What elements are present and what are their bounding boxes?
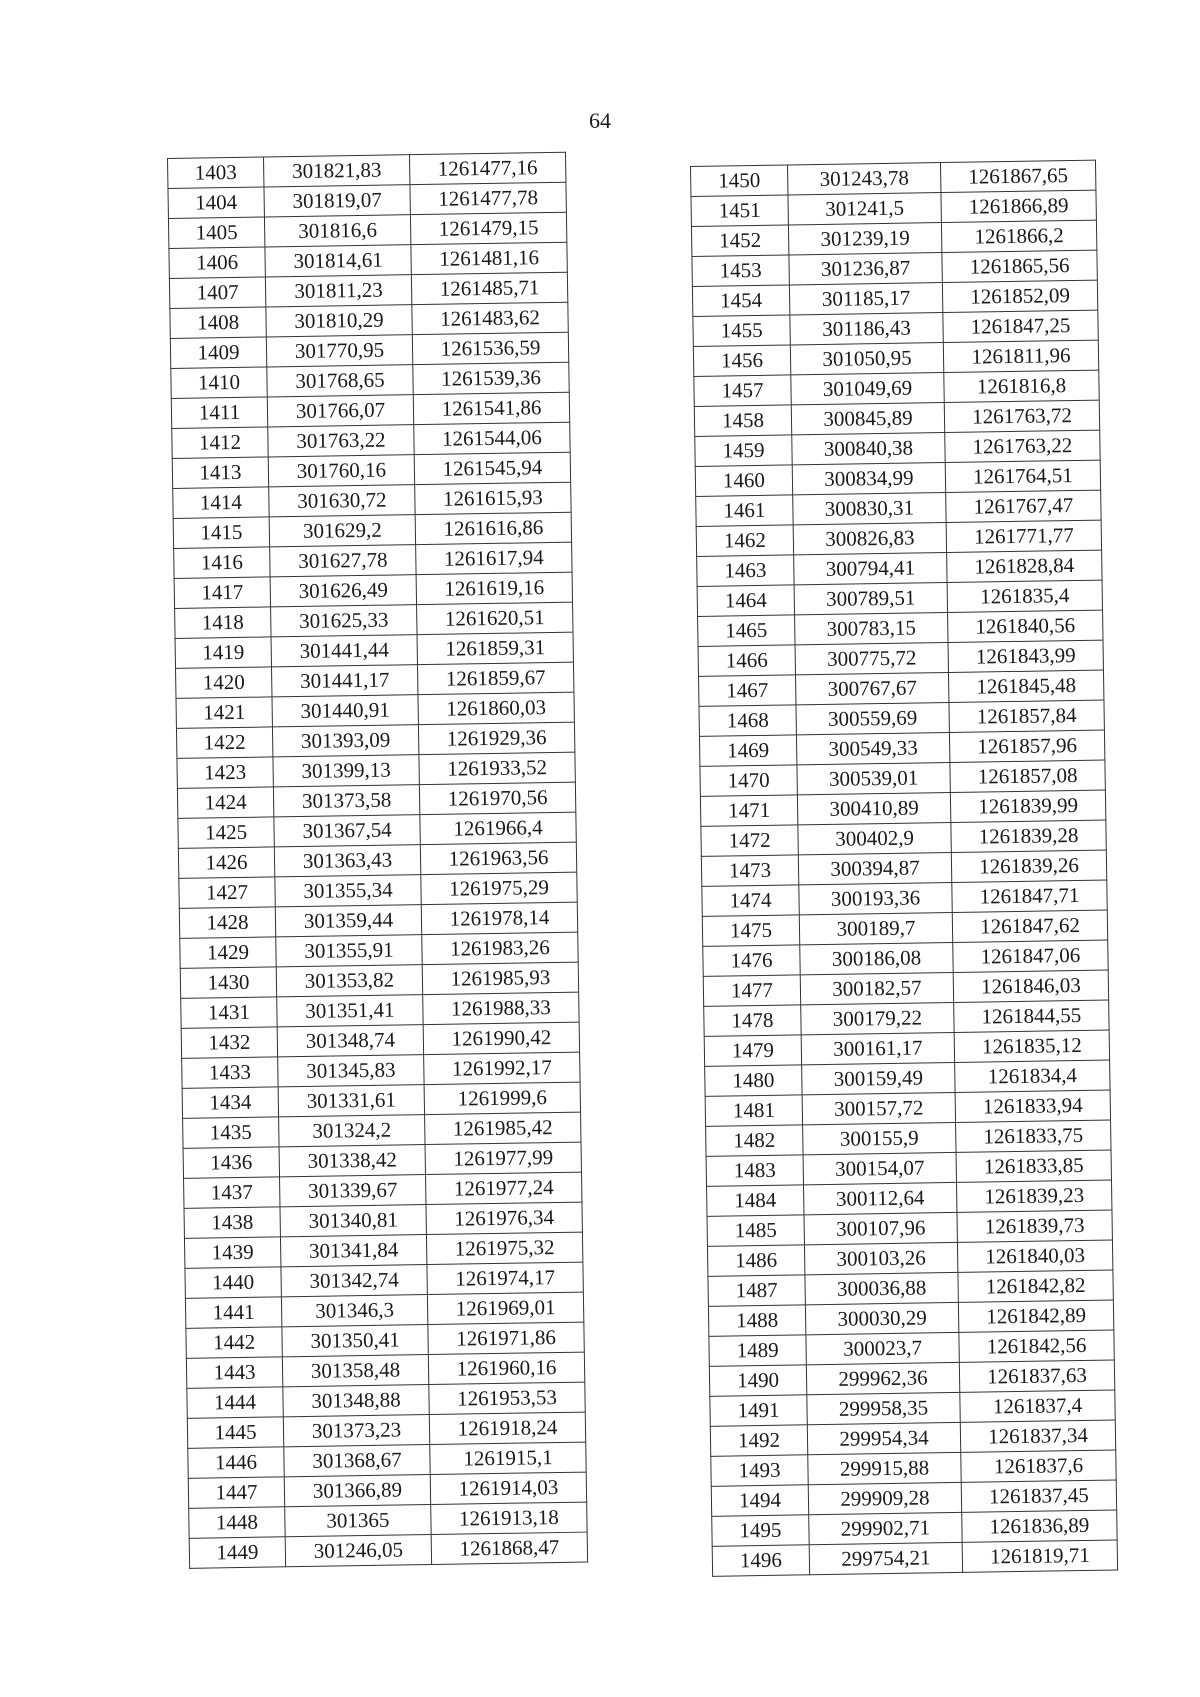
point-number-cell: 1439 — [184, 1237, 280, 1269]
point-number-cell: 1486 — [707, 1245, 804, 1277]
point-number-cell: 1430 — [180, 967, 276, 999]
point-number-cell: 1447 — [188, 1477, 284, 1509]
point-number-cell: 1478 — [704, 1005, 801, 1037]
y-coordinate-cell: 1261914,03 — [430, 1472, 586, 1504]
point-number-cell: 1433 — [182, 1057, 278, 1089]
point-number-cell: 1492 — [710, 1425, 807, 1457]
point-number-cell: 1417 — [174, 577, 270, 609]
y-coordinate-cell: 1261990,42 — [423, 1022, 579, 1054]
y-coordinate-cell: 1261866,2 — [941, 220, 1096, 252]
point-number-cell: 1458 — [694, 405, 791, 437]
point-number-cell: 1424 — [177, 787, 273, 819]
point-number-cell: 1495 — [712, 1515, 809, 1547]
y-coordinate-cell: 1261477,16 — [409, 152, 565, 184]
x-coordinate-cell: 300030,29 — [805, 1302, 958, 1334]
y-coordinate-cell: 1261992,17 — [424, 1052, 580, 1084]
point-number-cell: 1454 — [692, 285, 789, 317]
y-coordinate-cell: 1261969,01 — [427, 1292, 583, 1324]
y-coordinate-cell: 1261852,09 — [942, 280, 1097, 312]
point-number-cell: 1471 — [700, 795, 797, 827]
x-coordinate-cell: 300539,01 — [797, 762, 950, 794]
y-coordinate-cell: 1261837,63 — [959, 1360, 1114, 1392]
x-coordinate-cell: 301185,17 — [789, 283, 942, 315]
point-number-cell: 1438 — [184, 1207, 280, 1239]
table-row — [712, 1540, 1117, 1576]
y-coordinate-cell: 1261867,65 — [940, 160, 1095, 192]
x-coordinate-cell: 301368,67 — [284, 1445, 430, 1477]
point-number-cell: 1463 — [697, 555, 794, 587]
x-coordinate-cell: 300189,7 — [799, 912, 952, 944]
point-number-cell: 1460 — [695, 465, 792, 497]
y-coordinate-cell: 1261840,56 — [948, 610, 1103, 642]
x-coordinate-cell: 301243,78 — [787, 163, 940, 195]
y-coordinate-cell: 1261839,28 — [951, 820, 1106, 852]
y-coordinate-cell: 1261833,75 — [956, 1120, 1111, 1152]
point-number-cell: 1459 — [695, 435, 792, 467]
point-number-cell: 1480 — [705, 1065, 802, 1097]
y-coordinate-cell: 1261843,99 — [948, 640, 1103, 672]
point-number-cell: 1410 — [171, 367, 267, 399]
x-coordinate-cell: 301348,74 — [277, 1025, 423, 1057]
x-coordinate-cell: 301626,49 — [270, 575, 416, 607]
point-number-cell: 1461 — [696, 495, 793, 527]
point-number-cell: 1404 — [168, 187, 264, 219]
y-coordinate-cell: 1261857,84 — [949, 700, 1104, 732]
y-coordinate-cell: 1261844,55 — [954, 1000, 1109, 1032]
x-coordinate-cell: 301342,74 — [281, 1265, 427, 1297]
y-coordinate-cell: 1261617,94 — [416, 542, 572, 574]
y-coordinate-cell: 1261840,03 — [957, 1240, 1112, 1272]
x-coordinate-cell: 301355,34 — [275, 875, 421, 907]
point-number-cell: 1493 — [711, 1455, 808, 1487]
point-number-cell: 1423 — [177, 757, 273, 789]
y-coordinate-cell: 1261847,71 — [952, 880, 1107, 912]
x-coordinate-cell: 300794,41 — [794, 553, 947, 585]
point-number-cell: 1464 — [697, 585, 794, 617]
y-coordinate-cell: 1261479,15 — [410, 212, 566, 244]
point-number-cell: 1446 — [188, 1447, 284, 1479]
point-number-cell: 1407 — [169, 277, 265, 309]
coordinates-table-right — [690, 160, 1118, 1577]
x-coordinate-cell: 301358,48 — [282, 1355, 428, 1387]
page-number: 64 — [589, 108, 611, 133]
x-coordinate-cell: 301441,17 — [272, 665, 418, 697]
y-coordinate-cell: 1261963,56 — [420, 842, 576, 874]
y-coordinate-cell: 1261975,32 — [426, 1232, 582, 1264]
point-number-cell: 1485 — [707, 1215, 804, 1247]
point-number-cell: 1494 — [711, 1485, 808, 1517]
x-coordinate-cell: 301351,41 — [277, 995, 423, 1027]
point-number-cell: 1469 — [699, 735, 796, 767]
y-coordinate-cell: 1261483,62 — [412, 302, 568, 334]
point-number-cell: 1475 — [702, 915, 799, 947]
point-number-cell: 1479 — [704, 1035, 801, 1067]
x-coordinate-cell: 300559,69 — [796, 702, 949, 734]
y-coordinate-cell: 1261977,99 — [425, 1142, 581, 1174]
y-coordinate-cell: 1261842,89 — [958, 1300, 1113, 1332]
x-coordinate-cell: 301393,09 — [272, 725, 418, 757]
y-coordinate-cell: 1261915,1 — [430, 1442, 586, 1474]
x-coordinate-cell: 300549,33 — [796, 732, 949, 764]
point-number-cell: 1415 — [173, 517, 269, 549]
y-coordinate-cell: 1261857,96 — [949, 730, 1104, 762]
y-coordinate-cell: 1261536,59 — [412, 332, 568, 364]
point-number-cell: 1403 — [168, 157, 264, 189]
point-number-cell: 1418 — [175, 607, 271, 639]
point-number-cell: 1450 — [691, 165, 788, 197]
x-coordinate-cell: 301353,82 — [276, 965, 422, 997]
y-coordinate-cell: 1261816,8 — [944, 370, 1099, 402]
x-coordinate-cell: 301346,3 — [281, 1295, 427, 1327]
y-coordinate-cell: 1261763,22 — [945, 430, 1100, 462]
y-coordinate-cell: 1261819,71 — [962, 1540, 1117, 1572]
y-coordinate-cell: 1261977,24 — [425, 1172, 581, 1204]
y-coordinate-cell: 1261771,77 — [946, 520, 1101, 552]
y-coordinate-cell: 1261842,56 — [959, 1330, 1114, 1362]
point-number-cell: 1487 — [708, 1275, 805, 1307]
point-number-cell: 1409 — [170, 337, 266, 369]
point-number-cell: 1462 — [696, 525, 793, 557]
point-number-cell: 1466 — [698, 645, 795, 677]
x-coordinate-cell: 301399,13 — [273, 755, 419, 787]
y-coordinate-cell: 1261616,86 — [415, 512, 571, 544]
point-number-cell: 1456 — [693, 345, 790, 377]
x-coordinate-cell: 300023,7 — [806, 1332, 959, 1364]
x-coordinate-cell: 301236,87 — [789, 253, 942, 285]
x-coordinate-cell: 301239,19 — [788, 223, 941, 255]
x-coordinate-cell: 301324,2 — [279, 1115, 425, 1147]
x-coordinate-cell: 300155,9 — [803, 1122, 956, 1154]
x-coordinate-cell: 301049,69 — [791, 373, 944, 405]
point-number-cell: 1421 — [176, 697, 272, 729]
point-number-cell: 1434 — [182, 1087, 278, 1119]
x-coordinate-cell: 299958,35 — [807, 1392, 960, 1424]
y-coordinate-cell: 1261811,96 — [943, 340, 1098, 372]
y-coordinate-cell: 1261978,14 — [421, 902, 577, 934]
y-coordinate-cell: 1261845,48 — [948, 670, 1103, 702]
y-coordinate-cell: 1261828,84 — [947, 550, 1102, 582]
point-number-cell: 1437 — [184, 1177, 280, 1209]
y-coordinate-cell: 1261983,26 — [422, 932, 578, 964]
x-coordinate-cell: 300845,89 — [791, 403, 944, 435]
point-number-cell: 1482 — [706, 1125, 803, 1157]
x-coordinate-cell: 301365 — [285, 1505, 431, 1537]
point-number-cell: 1468 — [699, 705, 796, 737]
y-coordinate-cell: 1261985,93 — [422, 962, 578, 994]
x-coordinate-cell: 301350,41 — [282, 1325, 428, 1357]
x-coordinate-cell: 301810,29 — [266, 305, 412, 337]
point-number-cell: 1474 — [702, 885, 799, 917]
x-coordinate-cell: 300402,9 — [798, 822, 951, 854]
x-coordinate-cell: 300182,57 — [800, 972, 953, 1004]
x-coordinate-cell: 301186,43 — [790, 313, 943, 345]
y-coordinate-cell: 1261985,42 — [425, 1112, 581, 1144]
x-coordinate-cell: 299909,28 — [808, 1482, 961, 1514]
y-coordinate-cell: 1261837,4 — [960, 1390, 1115, 1422]
point-number-cell: 1476 — [703, 945, 800, 977]
x-coordinate-cell: 299902,71 — [809, 1512, 962, 1544]
x-coordinate-cell: 301441,44 — [271, 635, 417, 667]
y-coordinate-cell: 1261971,86 — [428, 1322, 584, 1354]
x-coordinate-cell: 301373,58 — [273, 785, 419, 817]
point-number-cell: 1413 — [172, 457, 268, 489]
x-coordinate-cell: 300840,38 — [792, 433, 945, 465]
x-coordinate-cell: 300154,07 — [803, 1152, 956, 1184]
point-number-cell: 1473 — [701, 855, 798, 887]
y-coordinate-cell: 1261953,53 — [429, 1382, 585, 1414]
point-number-cell: 1411 — [171, 397, 267, 429]
x-coordinate-cell: 300410,89 — [797, 792, 950, 824]
x-coordinate-cell: 300112,64 — [804, 1182, 957, 1214]
x-coordinate-cell: 300107,96 — [804, 1212, 957, 1244]
point-number-cell: 1445 — [187, 1417, 283, 1449]
x-coordinate-cell: 300186,08 — [800, 942, 953, 974]
x-coordinate-cell: 300159,49 — [802, 1062, 955, 1094]
x-coordinate-cell: 300103,26 — [804, 1242, 957, 1274]
y-coordinate-cell: 1261833,85 — [956, 1150, 1111, 1182]
y-coordinate-cell: 1261541,86 — [413, 392, 569, 424]
x-coordinate-cell: 301770,95 — [266, 335, 412, 367]
point-number-cell: 1483 — [706, 1155, 803, 1187]
x-coordinate-cell: 301814,61 — [265, 245, 411, 277]
point-number-cell: 1406 — [169, 247, 265, 279]
point-number-cell: 1412 — [172, 427, 268, 459]
y-coordinate-cell: 1261839,99 — [950, 790, 1105, 822]
point-number-cell: 1405 — [168, 217, 264, 249]
point-number-cell: 1420 — [176, 667, 272, 699]
y-coordinate-cell: 1261620,51 — [417, 602, 573, 634]
point-number-cell: 1443 — [186, 1357, 282, 1389]
coordinates-table-left — [167, 152, 588, 1569]
point-number-cell: 1465 — [698, 615, 795, 647]
y-coordinate-cell: 1261974,17 — [427, 1262, 583, 1294]
y-coordinate-cell: 1261836,89 — [962, 1510, 1117, 1542]
y-coordinate-cell: 1261485,71 — [411, 272, 567, 304]
x-coordinate-cell: 300775,72 — [795, 643, 948, 675]
point-number-cell: 1440 — [185, 1267, 281, 1299]
y-coordinate-cell: 1261763,72 — [944, 400, 1099, 432]
y-coordinate-cell: 1261545,94 — [414, 452, 570, 484]
y-coordinate-cell: 1261960,16 — [428, 1352, 584, 1384]
y-coordinate-cell: 1261842,82 — [958, 1270, 1113, 1302]
y-coordinate-cell: 1261835,4 — [947, 580, 1102, 612]
x-coordinate-cell: 301816,6 — [264, 215, 410, 247]
point-number-cell: 1441 — [185, 1297, 281, 1329]
point-number-cell: 1444 — [187, 1387, 283, 1419]
y-coordinate-cell: 1261477,78 — [410, 182, 566, 214]
y-coordinate-cell: 1261833,94 — [955, 1090, 1110, 1122]
point-number-cell: 1427 — [179, 877, 275, 909]
point-number-cell: 1436 — [183, 1147, 279, 1179]
x-coordinate-cell: 299954,34 — [807, 1422, 960, 1454]
point-number-cell: 1457 — [694, 375, 791, 407]
x-coordinate-cell: 301630,72 — [269, 485, 415, 517]
y-coordinate-cell: 1261929,36 — [418, 722, 574, 754]
y-coordinate-cell: 1261615,93 — [415, 482, 571, 514]
point-number-cell: 1481 — [705, 1095, 802, 1127]
point-number-cell: 1491 — [710, 1395, 807, 1427]
y-coordinate-cell: 1261865,56 — [942, 250, 1097, 282]
y-coordinate-cell: 1261837,34 — [960, 1420, 1115, 1452]
y-coordinate-cell: 1261619,16 — [416, 572, 572, 604]
x-coordinate-cell: 301246,05 — [285, 1535, 431, 1567]
point-number-cell: 1455 — [693, 315, 790, 347]
point-number-cell: 1428 — [179, 907, 275, 939]
point-number-cell: 1484 — [707, 1185, 804, 1217]
x-coordinate-cell: 301367,54 — [274, 815, 420, 847]
y-coordinate-cell: 1261839,23 — [956, 1180, 1111, 1212]
point-number-cell: 1435 — [183, 1117, 279, 1149]
point-number-cell: 1426 — [178, 847, 274, 879]
y-coordinate-cell: 1261544,06 — [414, 422, 570, 454]
point-number-cell: 1490 — [709, 1365, 806, 1397]
x-coordinate-cell: 301338,42 — [279, 1145, 425, 1177]
x-coordinate-cell: 301363,43 — [274, 845, 420, 877]
x-coordinate-cell: 299754,21 — [809, 1542, 962, 1574]
point-number-cell: 1472 — [701, 825, 798, 857]
point-number-cell: 1414 — [173, 487, 269, 519]
y-coordinate-cell: 1261847,62 — [952, 910, 1107, 942]
x-coordinate-cell: 300789,51 — [794, 583, 947, 615]
x-coordinate-cell: 301345,83 — [278, 1055, 424, 1087]
point-number-cell: 1467 — [699, 675, 796, 707]
y-coordinate-cell: 1261835,12 — [954, 1030, 1109, 1062]
y-coordinate-cell: 1261839,26 — [951, 850, 1106, 882]
x-coordinate-cell: 301819,07 — [264, 185, 410, 217]
y-coordinate-cell: 1261988,33 — [423, 992, 579, 1024]
y-coordinate-cell: 1261837,45 — [961, 1480, 1116, 1512]
y-coordinate-cell: 1261860,03 — [418, 692, 574, 724]
y-coordinate-cell: 1261966,4 — [420, 812, 576, 844]
x-coordinate-cell: 300830,31 — [793, 493, 946, 525]
x-coordinate-cell: 301050,95 — [790, 343, 943, 375]
y-coordinate-cell: 1261834,4 — [955, 1060, 1110, 1092]
point-number-cell: 1429 — [180, 937, 276, 969]
y-coordinate-cell: 1261857,08 — [950, 760, 1105, 792]
x-coordinate-cell: 301241,5 — [788, 193, 941, 225]
y-coordinate-cell: 1261764,51 — [945, 460, 1100, 492]
point-number-cell: 1489 — [709, 1335, 806, 1367]
point-number-cell: 1419 — [175, 637, 271, 669]
y-coordinate-cell: 1261837,6 — [961, 1450, 1116, 1482]
x-coordinate-cell: 299915,88 — [808, 1452, 961, 1484]
y-coordinate-cell: 1261975,29 — [421, 872, 577, 904]
y-coordinate-cell: 1261847,25 — [943, 310, 1098, 342]
y-coordinate-cell: 1261846,03 — [953, 970, 1108, 1002]
y-coordinate-cell: 1261970,56 — [419, 782, 575, 814]
x-coordinate-cell: 301821,83 — [263, 155, 409, 187]
x-coordinate-cell: 300783,15 — [795, 613, 948, 645]
x-coordinate-cell: 301355,91 — [276, 935, 422, 967]
y-coordinate-cell: 1261539,36 — [413, 362, 569, 394]
point-number-cell: 1408 — [170, 307, 266, 339]
point-number-cell: 1488 — [708, 1305, 805, 1337]
x-coordinate-cell: 301760,16 — [268, 455, 414, 487]
y-coordinate-cell: 1261918,24 — [429, 1412, 585, 1444]
point-number-cell: 1470 — [700, 765, 797, 797]
x-coordinate-cell: 301339,67 — [280, 1175, 426, 1207]
table-row — [189, 1532, 587, 1568]
point-number-cell: 1422 — [176, 727, 272, 759]
y-coordinate-cell: 1261767,47 — [946, 490, 1101, 522]
point-number-cell: 1477 — [703, 975, 800, 1007]
x-coordinate-cell: 301811,23 — [265, 275, 411, 307]
x-coordinate-cell: 301625,33 — [271, 605, 417, 637]
x-coordinate-cell: 301366,89 — [284, 1475, 430, 1507]
x-coordinate-cell: 301766,07 — [267, 395, 413, 427]
y-coordinate-cell: 1261868,47 — [431, 1532, 587, 1564]
x-coordinate-cell: 300179,22 — [801, 1002, 954, 1034]
x-coordinate-cell: 301768,65 — [267, 365, 413, 397]
y-coordinate-cell: 1261933,52 — [419, 752, 575, 784]
x-coordinate-cell: 301373,23 — [283, 1415, 429, 1447]
x-coordinate-cell: 301340,81 — [280, 1205, 426, 1237]
x-coordinate-cell: 301348,88 — [283, 1385, 429, 1417]
x-coordinate-cell: 300826,83 — [793, 523, 946, 555]
point-number-cell: 1448 — [189, 1507, 285, 1539]
x-coordinate-cell: 300767,67 — [796, 673, 949, 705]
y-coordinate-cell: 1261481,16 — [411, 242, 567, 274]
y-coordinate-cell: 1261866,89 — [941, 190, 1096, 222]
point-number-cell: 1442 — [186, 1327, 282, 1359]
x-coordinate-cell: 301629,2 — [269, 515, 415, 547]
y-coordinate-cell: 1261999,6 — [424, 1082, 580, 1114]
y-coordinate-cell: 1261913,18 — [431, 1502, 587, 1534]
point-number-cell: 1496 — [712, 1545, 809, 1577]
x-coordinate-cell: 300161,17 — [801, 1032, 954, 1064]
y-coordinate-cell: 1261976,34 — [426, 1202, 582, 1234]
x-coordinate-cell: 301440,91 — [272, 695, 418, 727]
point-number-cell: 1451 — [691, 195, 788, 227]
x-coordinate-cell: 301331,61 — [278, 1085, 424, 1117]
x-coordinate-cell: 300394,87 — [798, 852, 951, 884]
y-coordinate-cell: 1261859,31 — [417, 632, 573, 664]
x-coordinate-cell: 301341,84 — [280, 1235, 426, 1267]
x-coordinate-cell: 299962,36 — [806, 1362, 959, 1394]
x-coordinate-cell: 300157,72 — [802, 1092, 955, 1124]
y-coordinate-cell: 1261847,06 — [953, 940, 1108, 972]
point-number-cell: 1449 — [189, 1537, 285, 1569]
x-coordinate-cell: 301763,22 — [268, 425, 414, 457]
x-coordinate-cell: 301359,44 — [275, 905, 421, 937]
x-coordinate-cell: 300036,88 — [805, 1272, 958, 1304]
point-number-cell: 1416 — [174, 547, 270, 579]
y-coordinate-cell: 1261859,67 — [417, 662, 573, 694]
x-coordinate-cell: 301627,78 — [270, 545, 416, 577]
point-number-cell: 1431 — [181, 997, 277, 1029]
y-coordinate-cell: 1261839,73 — [957, 1210, 1112, 1242]
point-number-cell: 1432 — [181, 1027, 277, 1059]
point-number-cell: 1453 — [692, 255, 789, 287]
point-number-cell: 1452 — [691, 225, 788, 257]
x-coordinate-cell: 300834,99 — [792, 463, 945, 495]
point-number-cell: 1425 — [178, 817, 274, 849]
x-coordinate-cell: 300193,36 — [799, 882, 952, 914]
